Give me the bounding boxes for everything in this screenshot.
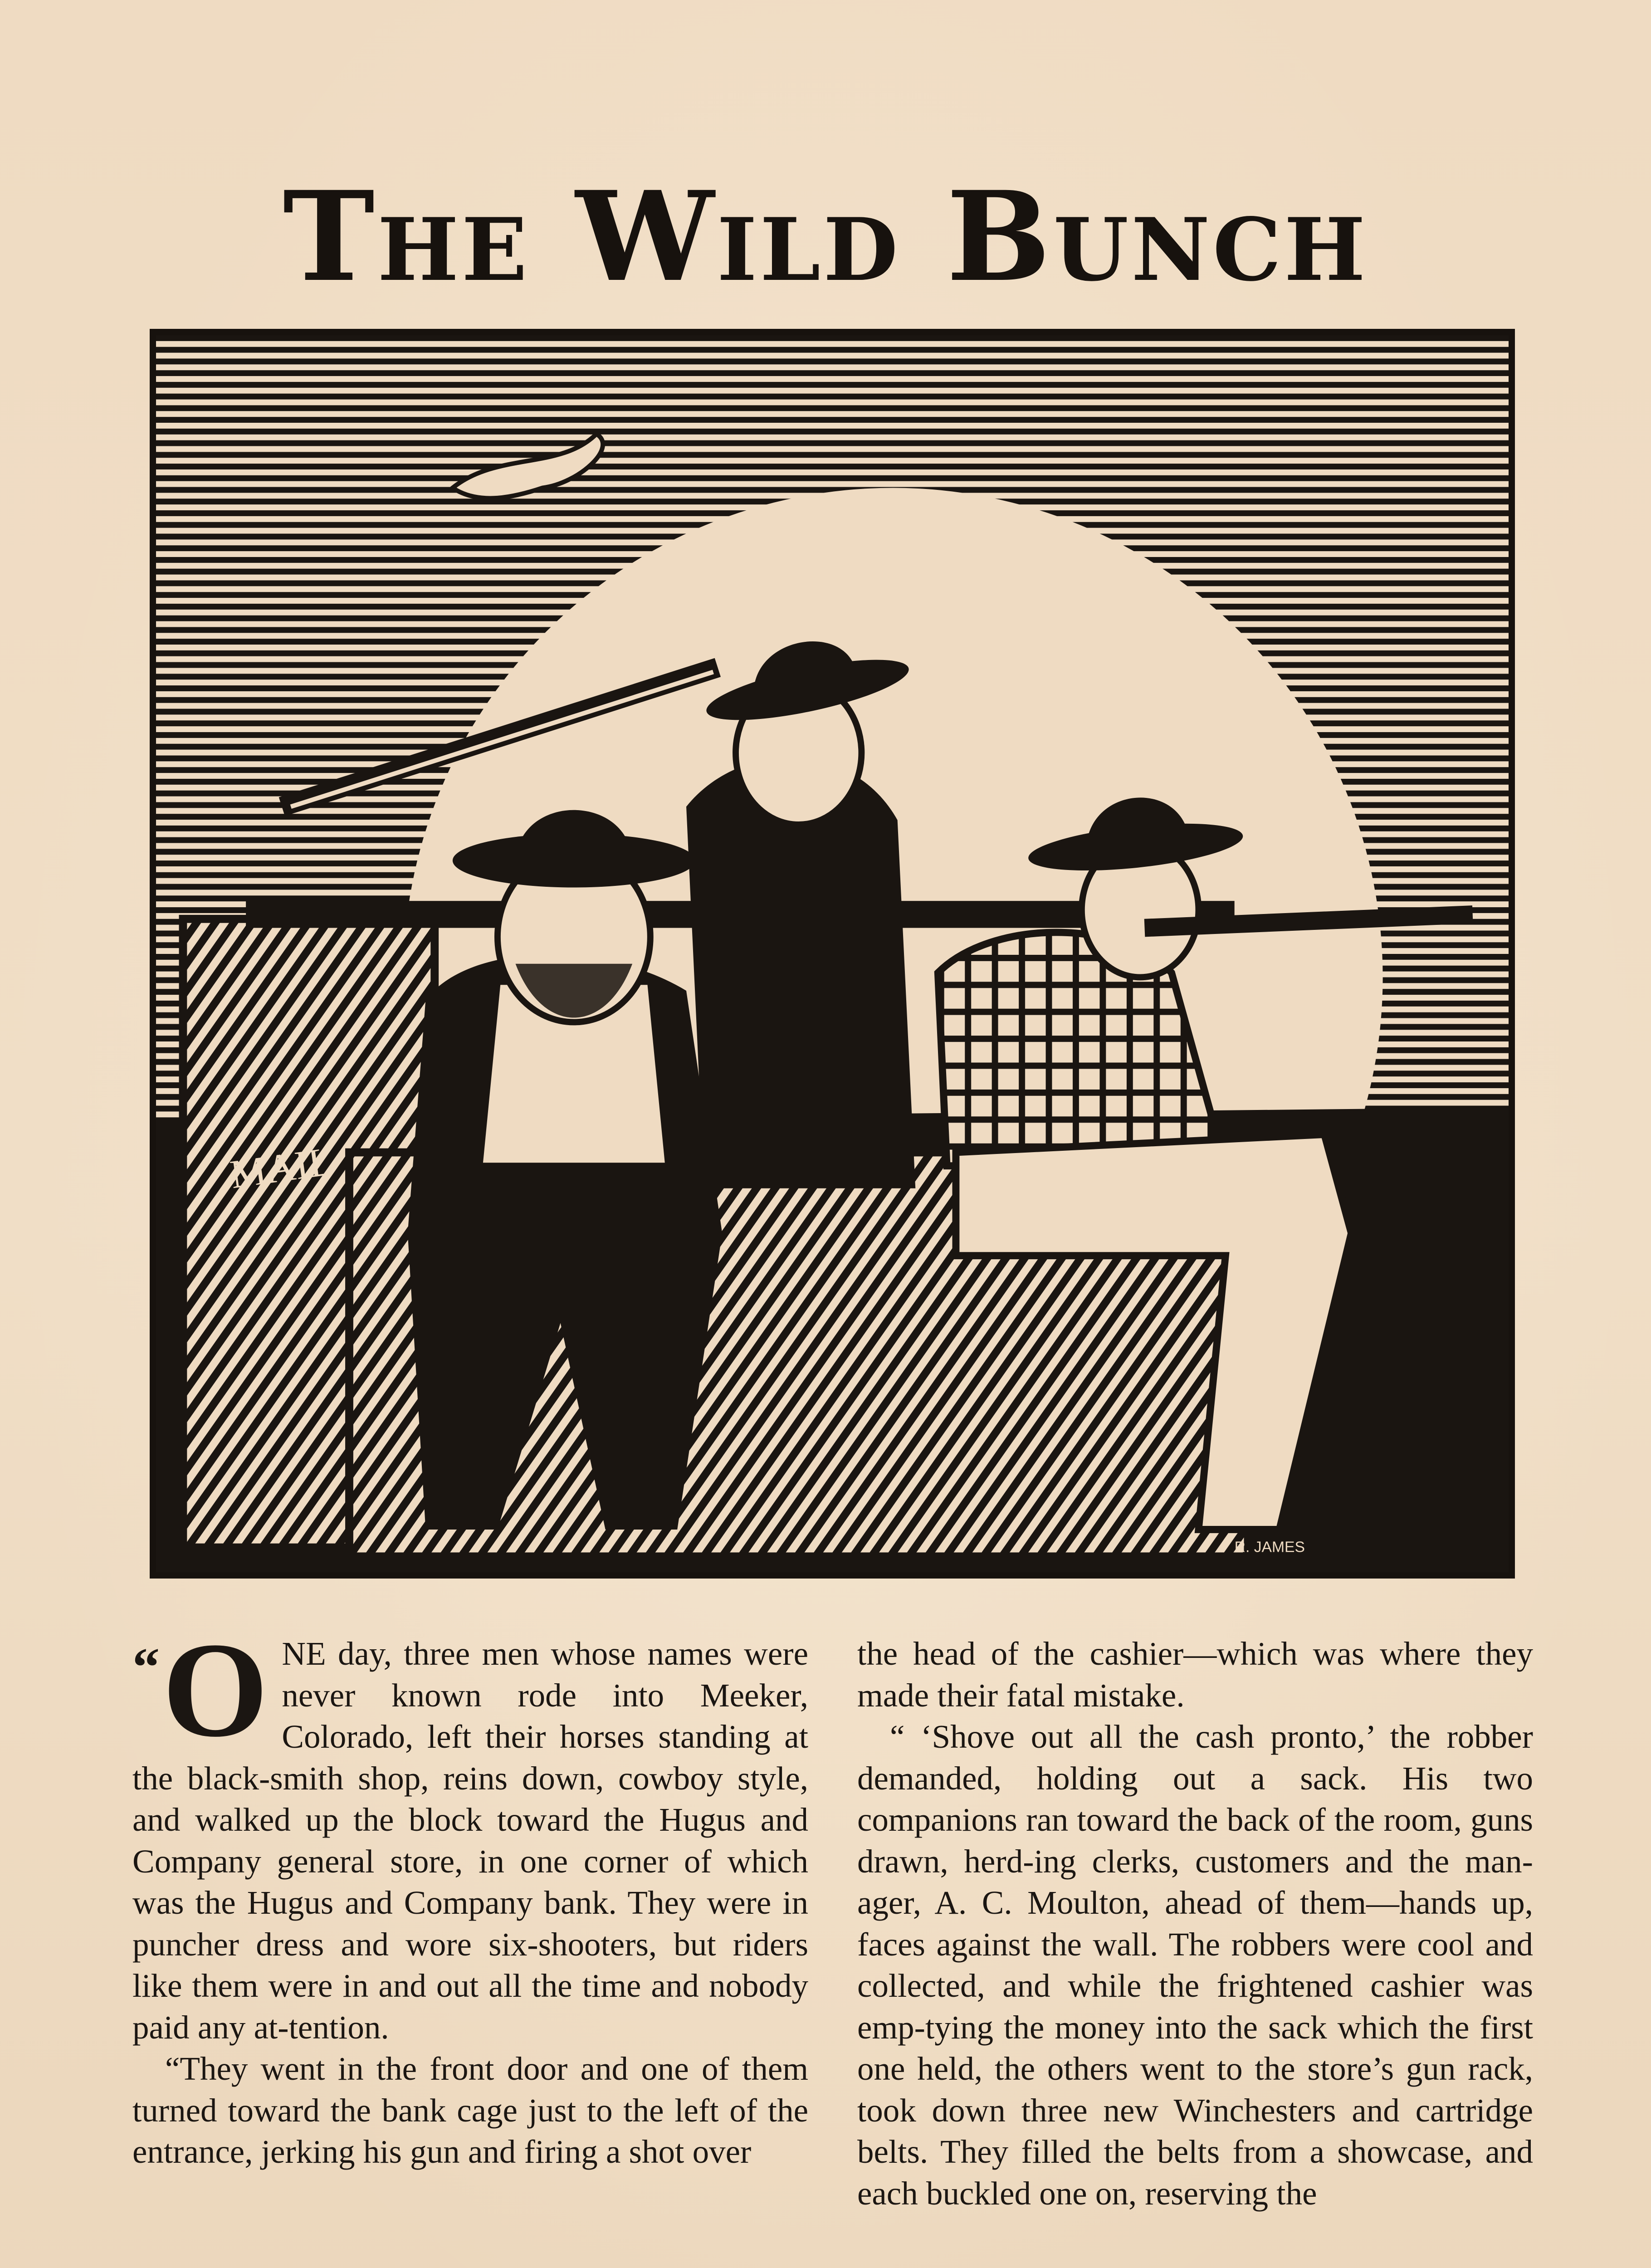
opening-quote: “ [132, 1637, 160, 1697]
article-paragraph: “ ‘Shove out all the cash pronto,’ the robber demanded, holding out a sack. His two companions ran toward the back of the room, guns drawn, herd-ing clerks, customers and the man-ager, A. C. Moulton, ahead of them—hands up, faces against the wall. The robbers were cool and collected, and while the frightened cashier was emp-tying the money into the sack which the first one held, the others went to the store’s gun rack, took down three new Winchesters and cartridge belts. They filled the belts from a showcase, and each buckled one on, reserving the [857, 1718, 1533, 2212]
artist-signature: R. JAMES [1234, 1539, 1305, 1556]
article-paragraph [132, 1614, 808, 2048]
article-paragraph: the head of the cashier—which was where they made their fatal mistake. [857, 1635, 1533, 1714]
paragraph-text: NE day, three men whose names were never known rode into Meeker, Colorado, left their horses standing at the black-smith shop, reins down, cowboy style, and walked up the block toward the Hugus and Company general store, in one corner of which was the Hugus and Company bank. They were in puncher dress and wore six-shooters, but riders like them were in and out all the time and nobody paid any at-tention. [132, 1635, 808, 2046]
three-gunmen-on-stagecoach-illustration [156, 335, 1509, 1572]
story-title: The Wild Bunch [283, 165, 1368, 310]
article-paragraph: “They went in the front door and one of them turned toward the bank cage just to the left of the entrance, jerking his gun and firing a shot over [132, 2050, 808, 2170]
woodcut-illustration [150, 329, 1515, 1579]
svg-text:MAIL: MAIL [227, 1139, 336, 1198]
article-column-left [132, 1614, 808, 2173]
drop-cap: O [162, 1614, 269, 1765]
article-column-right [857, 1633, 1533, 2214]
